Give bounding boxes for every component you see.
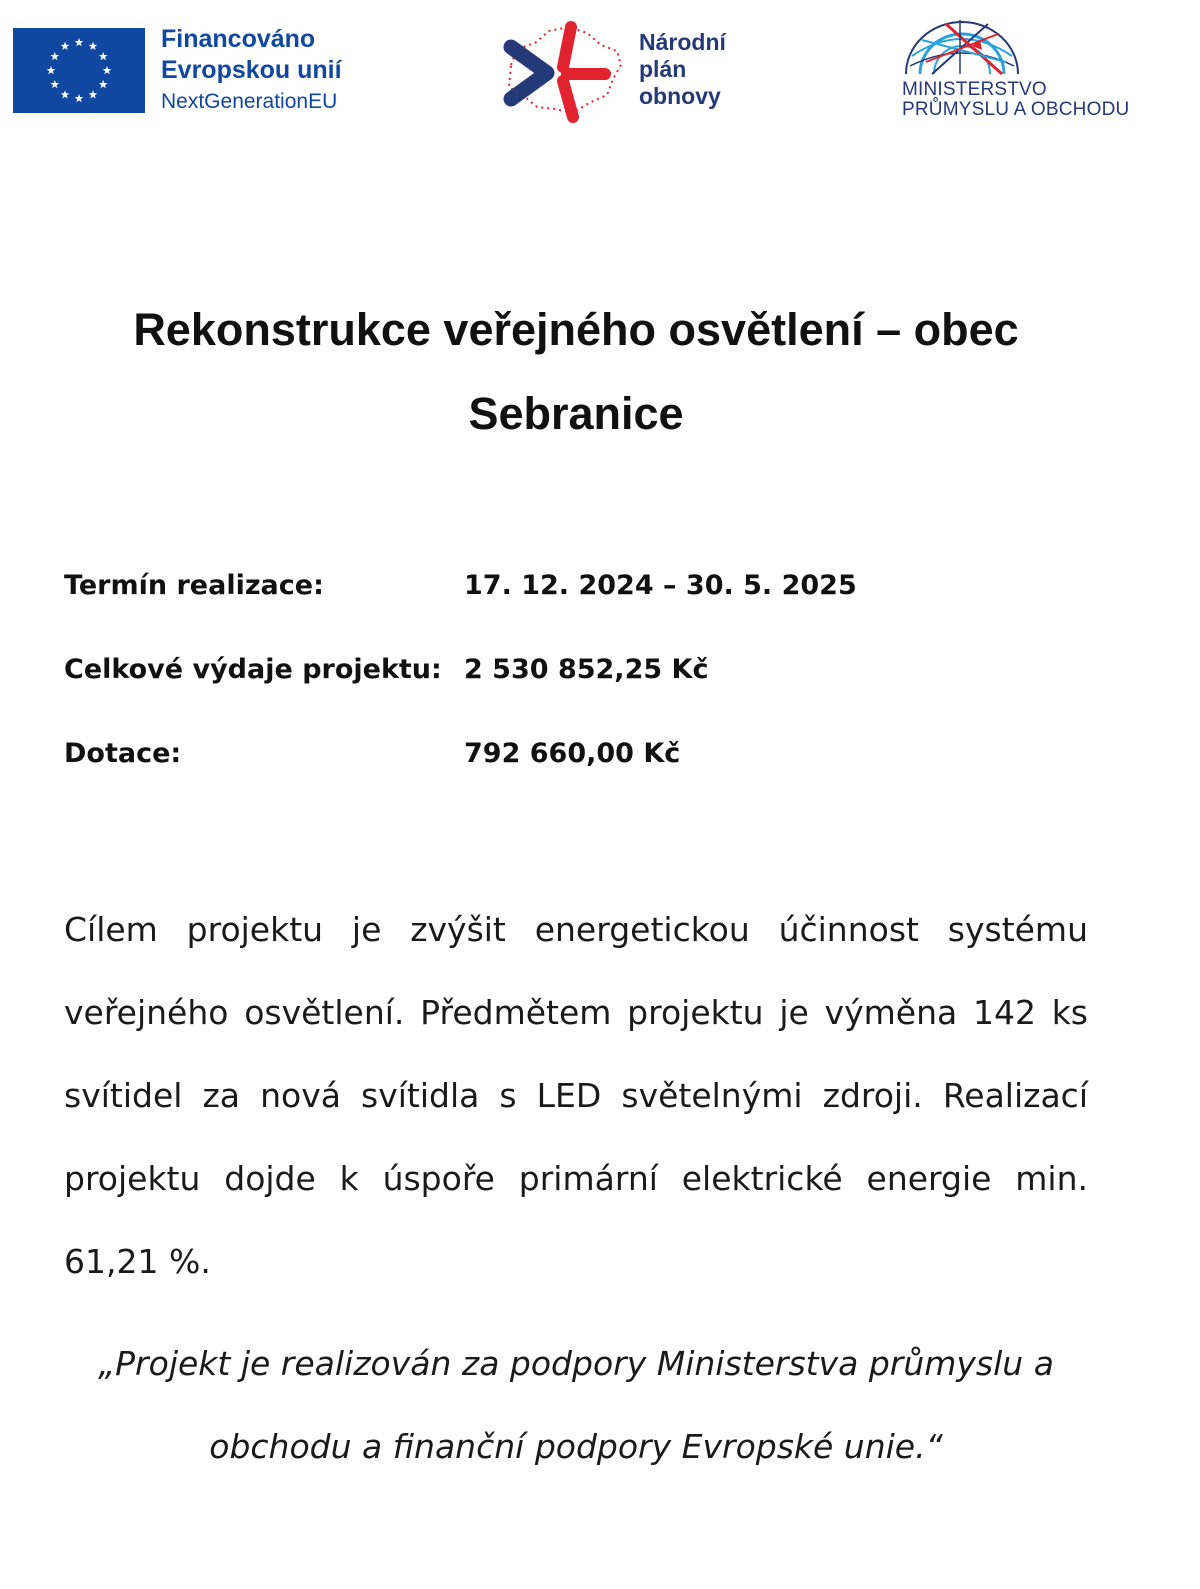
logo-header	[0, 0, 1200, 140]
narodni-plan-obnovy-logo	[497, 17, 757, 125]
eu-flag-icon	[13, 28, 145, 113]
subsidy-value: 792 660,00 Kč	[464, 738, 681, 769]
info-row-subsidy	[64, 730, 1104, 814]
mpo-logo-text	[902, 80, 1129, 120]
eu-logo-line1: Financováno	[161, 25, 316, 53]
npo-logo-line3: obnovy	[639, 83, 721, 109]
eu-logo-text	[161, 24, 342, 117]
eu-funding-logo	[13, 25, 342, 117]
mpo-logo	[900, 16, 1180, 128]
npo-logo-line2: plán	[639, 56, 687, 82]
info-row-total-expenses	[64, 646, 1104, 730]
total-expenses-value: 2 530 852,25 Kč	[464, 654, 709, 685]
eu-logo-line3: NextGenerationEU	[161, 90, 338, 113]
eu-logo-line2: Evropskou unií	[161, 56, 342, 84]
project-title: Rekonstrukce veřejného osvětlení – obec Sebranice	[133, 304, 1019, 439]
term-label: Termín realizace:	[64, 570, 324, 601]
mpo-logo-line2: PRŮMYSLU A OBCHODU	[902, 99, 1130, 120]
project-description: Cílem projektu je zvýšit energetickou účinnost systému veřejného osvětlení. Předmětem projektu je výměna 142 ks svítidel za nová svítidla s LED světelnými zdroji. Realizací projektu dojde k úspoře primární elektrické energie min. 61,21 %.	[64, 910, 1088, 1281]
total-expenses-label: Celkové výdaje projektu:	[64, 654, 442, 685]
term-value: 17. 12. 2024 – 30. 5. 2025	[464, 570, 857, 601]
support-statement: „Projekt je realizován za podpory Ministerstva průmyslu a obchodu a finanční podpory Evropské unie.“	[98, 1344, 1054, 1466]
project-info	[64, 562, 1104, 814]
subsidy-label: Dotace:	[64, 738, 182, 769]
narodni-plan-obnovy-mark-icon	[497, 17, 625, 125]
npo-logo-text	[639, 29, 726, 110]
npo-logo-line1: Národní	[639, 29, 726, 55]
info-row-term	[64, 562, 1104, 646]
mpo-logo-line1: MINISTERSTVO	[902, 79, 1047, 100]
mpo-globe-icon	[902, 16, 1022, 78]
